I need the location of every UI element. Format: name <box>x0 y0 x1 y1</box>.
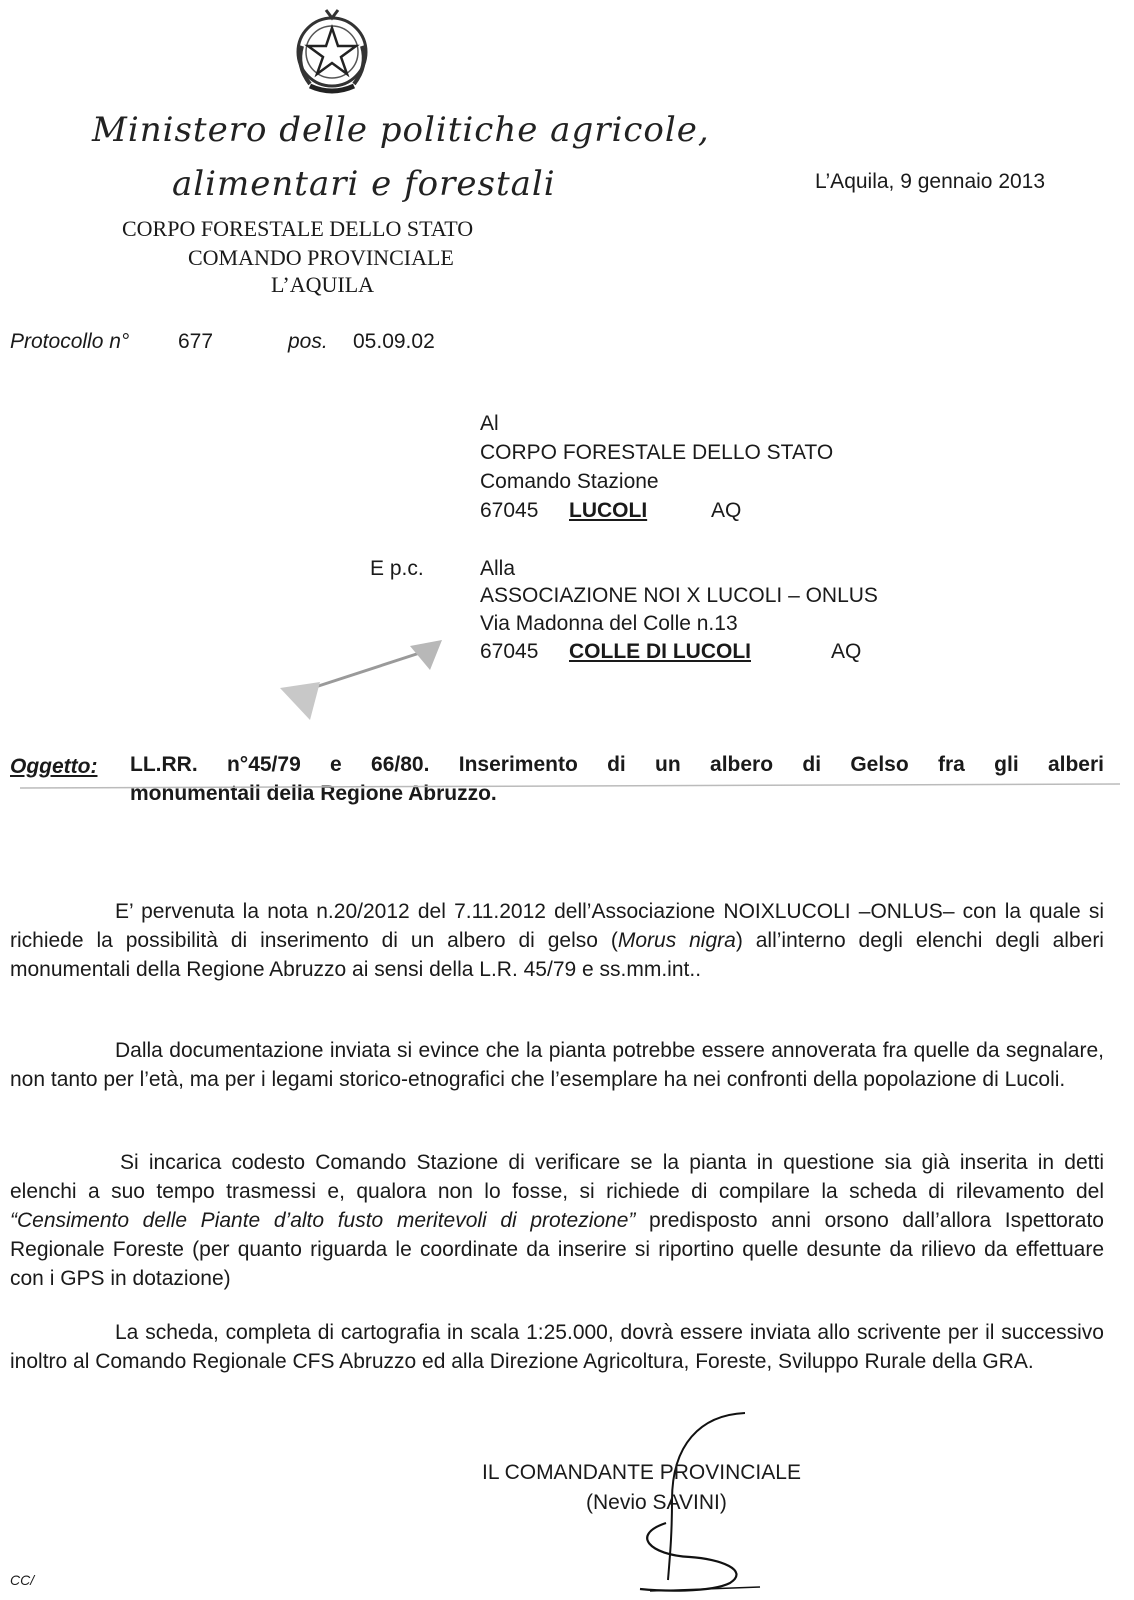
subject-line-1: LL.RR. n°45/79 e 66/80. Inserimento di un albero di Gelso fra gli alberi <box>130 753 1104 776</box>
command-city: L’AQUILA <box>271 272 375 297</box>
scan-smudge-line <box>20 782 1120 796</box>
ministry-line-1: Ministero delle politiche agricole, <box>92 110 710 150</box>
letter-date: L’Aquila, 9 gennaio 2013 <box>815 170 1046 193</box>
species-name: Morus nigra <box>617 929 736 952</box>
subject-label: Oggetto: <box>10 755 98 778</box>
cc-province: AQ <box>831 640 862 663</box>
recipient-line-2: Comando Stazione <box>480 470 659 493</box>
cc-salutation: Alla <box>480 557 516 580</box>
republic-emblem-icon <box>290 6 374 98</box>
protocol-label: Protocollo n° <box>10 330 130 353</box>
typist-initials: CC/ <box>10 1572 35 1588</box>
body-paragraph-1: E’ pervenuta la nota n.20/2012 del 7.11.2012 dell’Associazione NOIXLUCOLI –ONLUS– con la quale si richiede la possibilità di inserimento di un albero di gelso (Morus nigra) all’interno degli elenchi degli alberi monumentali della Regione Abruzzo ai sensi della L.R. 45/79 e ss.mm.int.. <box>10 900 1104 981</box>
cc-label: E p.c. <box>370 557 424 580</box>
recipient-town: LUCOLI <box>569 499 648 522</box>
recipient-postcode: 67045 <box>480 499 539 522</box>
body-paragraph-2: Dalla documentazione inviata si evince che la pianta potrebbe essere annoverata fra quelle da segnalare, non tanto per l’età, ma per i legami storico-etnografici che l’esemplare ha nei confronti della popolazione di Lucoli. <box>10 1039 1104 1091</box>
body-paragraph-3: Si incarica codesto Comando Stazione di verificare se la pianta in questione sia già inserita in detti elenchi a suo tempo trasmessi e, qualora non lo fosse, si richiede di compilare la scheda di rilevamento del “Censimento delle Piante d’alto fusto meritevoli di protezione” predisposto anni orsono dall’allora Ispettorato Regionale Foreste (per quanto riguarda le coordinate da inserire si riportino quelle desunte da rilievo da effettuare con i GPS in dotazione) <box>10 1151 1104 1290</box>
cc-postcode: 67045 <box>480 640 539 663</box>
recipient-province: AQ <box>711 499 742 522</box>
position-value: 05.09.02 <box>353 330 435 353</box>
cc-line-1: ASSOCIAZIONE NOI X LUCOLI – ONLUS <box>480 584 878 607</box>
corps-name: CORPO FORESTALE DELLO STATO <box>122 216 474 241</box>
recipient-salutation: Al <box>480 412 499 435</box>
census-title: “Censimento delle Piante d’alto fusto meritevoli di protezione” <box>10 1209 636 1232</box>
signatory-name: (Nevio SAVINI) <box>586 1491 727 1514</box>
signatory-title: IL COMANDANTE PROVINCIALE <box>482 1461 801 1484</box>
arrow-annotation-icon <box>270 630 460 730</box>
recipient-line-1: CORPO FORESTALE DELLO STATO <box>480 441 834 464</box>
ministry-line-2: alimentari e forestali <box>172 164 556 204</box>
body-paragraph-4: La scheda, completa di cartografia in scala 1:25.000, dovrà essere inviata allo scrivente per il successivo inoltro al Comando Regionale CFS Abruzzo ed alla Direzione Agricoltura, Foreste, Sviluppo Rurale della GRA. <box>10 1321 1104 1373</box>
cc-line-2: Via Madonna del Colle n.13 <box>480 612 738 635</box>
cc-town: COLLE DI LUCOLI <box>569 640 751 663</box>
protocol-number: 677 <box>178 330 214 353</box>
position-label: pos. <box>288 330 328 353</box>
command-name: COMANDO PROVINCIALE <box>188 245 454 270</box>
subject-line-2: monumentali della Regione Abruzzo. <box>130 782 497 805</box>
